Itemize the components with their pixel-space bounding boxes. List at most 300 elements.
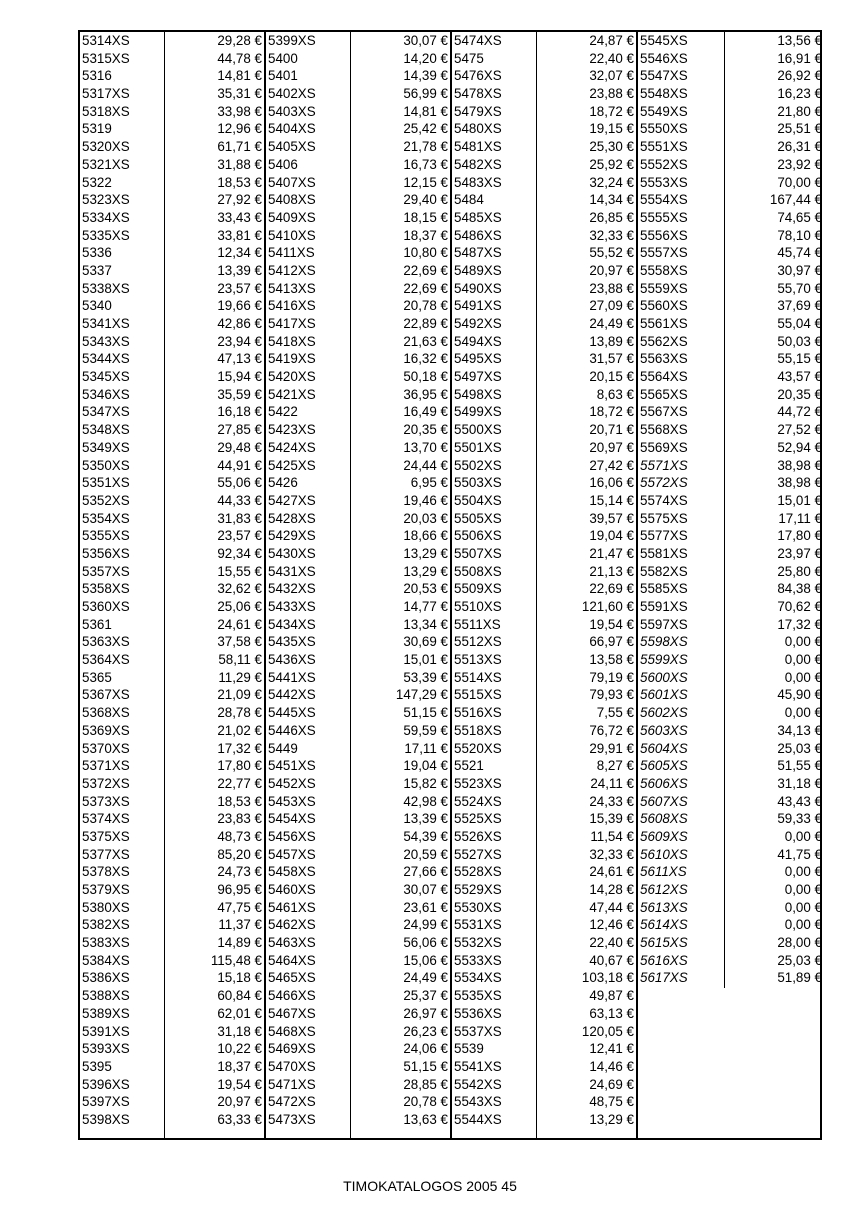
item-code: 5601XS (640, 687, 688, 703)
item-code: 5506XS (454, 528, 502, 544)
item-code: 5528XS (454, 864, 502, 880)
item-code: 5433XS (268, 599, 316, 614)
item-price: 18,72 € (589, 404, 634, 420)
item-price: 47,13 € (217, 351, 262, 367)
item-price: 12,34 € (217, 245, 262, 261)
price-column (638, 32, 824, 1138)
item-code: 5565XS (640, 386, 688, 402)
item-price: 31,57 € (589, 351, 634, 367)
item-code: 5452XS (268, 775, 316, 791)
code-column (266, 32, 351, 1138)
item-price: 31,18 € (777, 775, 822, 791)
item-code: 5571XS (640, 457, 688, 473)
item-price: 13,29 € (403, 563, 448, 579)
item-code: 5550XS (640, 121, 688, 137)
item-price: 20,35 € (403, 422, 448, 438)
item-code: 5343XS (82, 333, 130, 349)
item-price: 28,78 € (217, 705, 262, 721)
item-code: 5543XS (454, 1094, 502, 1110)
item-price: 25,92 € (589, 156, 634, 172)
item-code: 5361 (82, 616, 112, 632)
item-price: 13,58 € (589, 652, 634, 668)
item-price: 121,60 € (581, 599, 634, 614)
item-price: 19,54 € (217, 1076, 262, 1092)
item-price: 22,89 € (403, 316, 448, 331)
item-price: 15,39 € (589, 811, 634, 827)
item-price: 22,69 € (589, 581, 634, 597)
item-price: 20,35 € (777, 386, 822, 402)
item-code: 5350XS (82, 457, 130, 473)
item-code: 5340 (82, 298, 112, 314)
item-code: 5320XS (82, 139, 130, 155)
item-price: 0,00 € (784, 705, 822, 721)
item-price: 32,24 € (589, 174, 634, 190)
item-price: 25,03 € (777, 952, 822, 968)
item-price: 0,00 € (784, 828, 822, 844)
item-code: 5527XS (454, 846, 502, 862)
item-price: 51,15 € (403, 705, 448, 721)
item-price: 52,94 € (777, 439, 822, 455)
item-code: 5599XS (640, 652, 688, 668)
item-code: 5607XS (640, 793, 688, 809)
item-code: 5465XS (268, 970, 316, 986)
item-code: 5370XS (82, 740, 130, 756)
item-price: 56,06 € (403, 935, 448, 951)
item-code: 5434XS (268, 616, 316, 632)
item-code: 5445XS (268, 705, 316, 721)
item-price: 23,57 € (217, 528, 262, 544)
item-price: 16,23 € (777, 86, 822, 102)
item-price: 27,42 € (589, 457, 634, 473)
item-price: 23,83 € (217, 811, 262, 827)
item-price: 74,65 € (777, 209, 822, 225)
item-code: 5380XS (82, 899, 130, 915)
item-code: 5499XS (454, 404, 502, 420)
item-price: 30,69 € (403, 634, 448, 650)
item-price: 20,53 € (403, 581, 448, 597)
item-code: 5317XS (82, 86, 130, 102)
price-table (78, 30, 822, 1140)
item-code: 5608XS (640, 811, 688, 827)
item-code: 5337 (82, 262, 112, 278)
item-code: 5344XS (82, 351, 130, 367)
item-price: 19,66 € (217, 298, 262, 314)
item-code: 5352XS (82, 492, 130, 508)
item-code: 5454XS (268, 811, 316, 827)
item-code: 5408XS (268, 192, 316, 208)
item-price: 43,57 € (777, 369, 822, 385)
item-price: 22,77 € (217, 775, 262, 791)
item-code: 5377XS (82, 846, 130, 862)
item-code: 5398XS (82, 1111, 130, 1127)
item-price: 17,32 € (777, 616, 822, 632)
item-price: 25,03 € (777, 740, 822, 756)
item-price: 43,43 € (777, 793, 822, 809)
code-column (638, 32, 724, 1138)
item-price: 20,71 € (589, 422, 634, 438)
item-price: 70,62 € (777, 599, 822, 614)
item-price: 33,98 € (217, 103, 262, 119)
item-code: 5533XS (454, 952, 502, 968)
item-price: 76,72 € (589, 722, 634, 738)
item-code: 5374XS (82, 811, 130, 827)
item-code: 5491XS (454, 298, 502, 314)
item-price: 62,01 € (217, 1005, 262, 1021)
item-code: 5597XS (640, 616, 688, 632)
item-price: 44,72 € (777, 404, 822, 420)
item-code: 5367XS (82, 687, 130, 703)
item-price: 55,04 € (777, 316, 822, 331)
item-price: 27,92 € (217, 192, 262, 208)
item-code: 5468XS (268, 1023, 316, 1039)
item-code: 5345XS (82, 369, 130, 385)
item-code: 5335XS (82, 227, 130, 243)
item-price: 22,40 € (589, 935, 634, 951)
item-price: 8,27 € (596, 758, 634, 774)
item-code: 5471XS (268, 1076, 316, 1092)
item-code: 5420XS (268, 369, 316, 385)
code-column (452, 32, 537, 1138)
item-code: 5612XS (640, 882, 688, 897)
item-code: 5395 (82, 1058, 112, 1074)
item-code: 5460XS (268, 882, 316, 897)
item-code: 5542XS (454, 1076, 502, 1092)
item-price: 14,20 € (403, 50, 448, 66)
item-code: 5476XS (454, 68, 502, 84)
item-code: 5386XS (82, 970, 130, 986)
item-price: 26,85 € (589, 209, 634, 225)
item-code: 5475 (454, 50, 484, 66)
item-code: 5534XS (454, 970, 502, 986)
item-code: 5402XS (268, 86, 316, 102)
item-price: 48,75 € (589, 1094, 634, 1110)
item-price: 25,30 € (589, 139, 634, 155)
item-price: 25,37 € (403, 988, 448, 1004)
item-price: 10,80 € (403, 245, 448, 261)
item-price: 11,29 € (218, 669, 262, 685)
item-code: 5375XS (82, 828, 130, 844)
item-price: 42,98 € (403, 793, 448, 809)
item-code: 5410XS (268, 227, 316, 243)
item-price: 36,95 € (403, 386, 448, 402)
item-price: 30,07 € (403, 882, 448, 897)
item-price: 54,39 € (403, 828, 448, 844)
item-price: 33,81 € (217, 227, 262, 243)
item-price: 24,33 € (589, 793, 634, 809)
item-price: 21,09 € (217, 687, 262, 703)
item-code: 5523XS (454, 775, 502, 791)
item-code: 5581XS (640, 545, 688, 561)
item-code: 5591XS (640, 599, 688, 614)
item-code: 5555XS (640, 209, 688, 225)
item-price: 92,34 € (217, 545, 262, 561)
item-code: 5406 (268, 156, 298, 172)
item-price: 0,00 € (784, 634, 822, 650)
item-price: 26,31 € (777, 139, 822, 155)
item-code: 5348XS (82, 422, 130, 438)
item-price: 13,39 € (217, 262, 262, 278)
item-price: 13,39 € (403, 811, 448, 827)
item-code: 5432XS (268, 581, 316, 597)
item-code: 5426 (268, 475, 298, 491)
item-code: 5461XS (268, 899, 316, 915)
item-code: 5526XS (454, 828, 502, 844)
item-code: 5484 (454, 192, 484, 208)
item-code: 5503XS (454, 475, 502, 491)
item-code: 5346XS (82, 386, 130, 402)
item-code: 5356XS (82, 545, 130, 561)
item-price: 21,47 € (589, 545, 634, 561)
item-code: 5469XS (268, 1041, 316, 1057)
item-code: 5470XS (268, 1058, 316, 1074)
item-code: 5559XS (640, 280, 688, 296)
item-price: 14,81 € (217, 68, 262, 84)
item-code: 5336 (82, 245, 112, 261)
item-code: 5322 (82, 174, 112, 190)
item-price: 12,41 € (589, 1041, 634, 1057)
item-price: 12,46 € (589, 917, 634, 933)
item-code: 5606XS (640, 775, 688, 791)
item-code: 5393XS (82, 1041, 130, 1057)
item-code: 5397XS (82, 1094, 130, 1110)
item-code: 5442XS (268, 687, 316, 703)
item-code: 5430XS (268, 545, 316, 561)
item-code: 5508XS (454, 563, 502, 579)
price-values-column (351, 32, 450, 1138)
item-price: 24,11 € (590, 775, 634, 791)
item-code: 5435XS (268, 634, 316, 650)
item-price: 14,81 € (403, 103, 448, 119)
item-code: 5466XS (268, 988, 316, 1004)
item-code: 5545XS (640, 33, 688, 48)
item-code: 5532XS (454, 935, 502, 951)
item-code: 5479XS (454, 103, 502, 119)
item-price: 55,70 € (777, 280, 822, 296)
item-price: 22,69 € (403, 262, 448, 278)
item-price: 29,48 € (217, 439, 262, 455)
item-code: 5615XS (640, 935, 688, 951)
item-code: 5582XS (640, 563, 688, 579)
item-code: 5603XS (640, 722, 688, 738)
item-price: 37,58 € (217, 634, 262, 650)
item-price: 24,61 € (589, 864, 634, 880)
item-price: 24,73 € (217, 864, 262, 880)
item-code: 5365 (82, 669, 112, 685)
item-code: 5560XS (640, 298, 688, 314)
item-price: 41,75 € (777, 846, 822, 862)
item-price: 49,87 € (589, 988, 634, 1004)
item-price: 45,90 € (777, 687, 822, 703)
item-code: 5574XS (640, 492, 688, 508)
item-code: 5428XS (268, 510, 316, 526)
item-code: 5610XS (640, 846, 688, 862)
item-code: 5449 (268, 740, 298, 756)
item-price: 29,91 € (589, 740, 634, 756)
item-code: 5518XS (454, 722, 502, 738)
item-code: 5490XS (454, 280, 502, 296)
item-code: 5481XS (454, 139, 502, 155)
item-price: 20,78 € (403, 298, 448, 314)
item-code: 5341XS (82, 316, 130, 331)
item-price: 26,97 € (403, 1005, 448, 1021)
item-price: 8,63 € (596, 386, 634, 402)
item-price: 48,73 € (217, 828, 262, 844)
item-code: 5489XS (454, 262, 502, 278)
item-code: 5368XS (82, 705, 130, 721)
item-code: 5531XS (454, 917, 502, 933)
item-code: 5401 (268, 68, 298, 84)
item-code: 5548XS (640, 86, 688, 102)
item-code: 5407XS (268, 174, 316, 190)
item-code: 5553XS (640, 174, 688, 190)
item-price: 38,98 € (777, 475, 822, 491)
item-price: 23,61 € (403, 899, 448, 915)
item-code: 5509XS (454, 581, 502, 597)
item-code: 5487XS (454, 245, 502, 261)
item-code: 5405XS (268, 139, 316, 155)
item-code: 5549XS (640, 103, 688, 119)
item-code: 5568XS (640, 422, 688, 438)
item-price: 14,89 € (217, 935, 262, 951)
item-code: 5441XS (268, 669, 316, 685)
price-values-column (537, 32, 636, 1138)
item-code: 5539 (454, 1041, 484, 1057)
item-code: 5425XS (268, 457, 316, 473)
item-price: 27,52 € (777, 422, 822, 438)
item-price: 23,94 € (217, 333, 262, 349)
item-code: 5417XS (268, 316, 316, 331)
item-price: 13,70 € (403, 439, 448, 455)
item-code: 5502XS (454, 457, 502, 473)
item-code: 5467XS (268, 1005, 316, 1021)
item-price: 44,33 € (217, 492, 262, 508)
item-price: 26,92 € (777, 68, 822, 84)
item-price: 15,94 € (217, 369, 262, 385)
item-code: 5314XS (82, 33, 130, 48)
item-price: 27,66 € (403, 864, 448, 880)
item-code: 5464XS (268, 952, 316, 968)
item-code: 5520XS (454, 740, 502, 756)
item-price: 23,88 € (589, 86, 634, 102)
item-price: 24,49 € (589, 316, 634, 331)
item-price: 15,18 € (217, 970, 262, 986)
item-price: 32,33 € (589, 846, 634, 862)
item-price: 27,09 € (589, 298, 634, 314)
item-code: 5358XS (82, 581, 130, 597)
item-price: 35,31 € (217, 86, 262, 102)
item-code: 5483XS (454, 174, 502, 190)
item-code: 5403XS (268, 103, 316, 119)
item-price: 38,98 € (777, 457, 822, 473)
item-price: 25,51 € (777, 121, 822, 137)
item-price: 0,00 € (784, 899, 822, 915)
item-price: 35,59 € (217, 386, 262, 402)
item-price: 51,55 € (777, 758, 822, 774)
item-price: 30,07 € (403, 33, 448, 48)
item-code: 5614XS (640, 917, 688, 933)
item-price: 14,34 € (589, 192, 634, 208)
item-price: 79,19 € (589, 669, 634, 685)
item-code: 5563XS (640, 351, 688, 367)
item-price: 61,71 € (217, 139, 262, 155)
item-price: 24,49 € (403, 970, 448, 986)
item-price: 13,63 € (403, 1111, 448, 1127)
item-code: 5507XS (454, 545, 502, 561)
item-code: 5404XS (268, 121, 316, 137)
item-price: 20,15 € (589, 369, 634, 385)
item-price: 17,80 € (777, 528, 822, 544)
item-price: 16,32 € (403, 351, 448, 367)
item-code: 5556XS (640, 227, 688, 243)
item-price: 19,46 € (403, 492, 448, 508)
item-code: 5552XS (640, 156, 688, 172)
item-price: 11,54 € (590, 828, 634, 844)
item-price: 34,13 € (777, 722, 822, 738)
item-code: 5458XS (268, 864, 316, 880)
item-code: 5561XS (640, 316, 688, 331)
item-code: 5427XS (268, 492, 316, 508)
item-price: 37,69 € (777, 298, 822, 314)
item-code: 5379XS (82, 882, 130, 897)
item-price: 96,95 € (217, 882, 262, 897)
item-price: 13,89 € (589, 333, 634, 349)
item-price: 14,28 € (589, 882, 634, 897)
item-price: 18,37 € (403, 227, 448, 243)
item-code: 5364XS (82, 652, 130, 668)
item-code: 5456XS (268, 828, 316, 844)
item-price: 24,61 € (217, 616, 262, 632)
item-price: 20,97 € (589, 262, 634, 278)
item-code: 5391XS (82, 1023, 130, 1039)
item-code: 5360XS (82, 599, 130, 614)
item-code: 5355XS (82, 528, 130, 544)
item-price: 25,80 € (777, 563, 822, 579)
item-price: 26,23 € (403, 1023, 448, 1039)
item-price: 14,39 € (403, 68, 448, 84)
item-code: 5413XS (268, 280, 316, 296)
item-price: 32,07 € (589, 68, 634, 84)
item-price: 0,00 € (784, 652, 822, 668)
item-code: 5516XS (454, 705, 502, 721)
item-price: 42,86 € (217, 316, 262, 331)
item-price: 18,53 € (217, 174, 262, 190)
item-price: 19,54 € (589, 616, 634, 632)
item-code: 5369XS (82, 722, 130, 738)
item-price: 16,49 € (403, 404, 448, 420)
item-code: 5494XS (454, 333, 502, 349)
item-price: 78,10 € (777, 227, 822, 243)
item-code: 5423XS (268, 422, 316, 438)
page-footer: TIMOKATALOGOS 2005 45 (343, 1178, 517, 1194)
item-price: 12,96 € (217, 121, 262, 137)
item-code: 5462XS (268, 917, 316, 933)
item-price: 79,93 € (589, 687, 634, 703)
item-price: 27,85 € (217, 422, 262, 438)
item-price: 24,87 € (589, 33, 634, 48)
item-code: 5547XS (640, 68, 688, 84)
item-code: 5478XS (454, 86, 502, 102)
code-column (80, 32, 165, 1138)
item-price: 59,59 € (403, 722, 448, 738)
item-code: 5453XS (268, 793, 316, 809)
item-code: 5318XS (82, 103, 130, 119)
item-price: 147,29 € (395, 687, 448, 703)
item-price: 84,38 € (777, 581, 822, 597)
item-price: 31,88 € (217, 156, 262, 172)
item-price: 15,06 € (403, 952, 448, 968)
item-code: 5544XS (454, 1111, 502, 1127)
item-price: 20,78 € (403, 1094, 448, 1110)
